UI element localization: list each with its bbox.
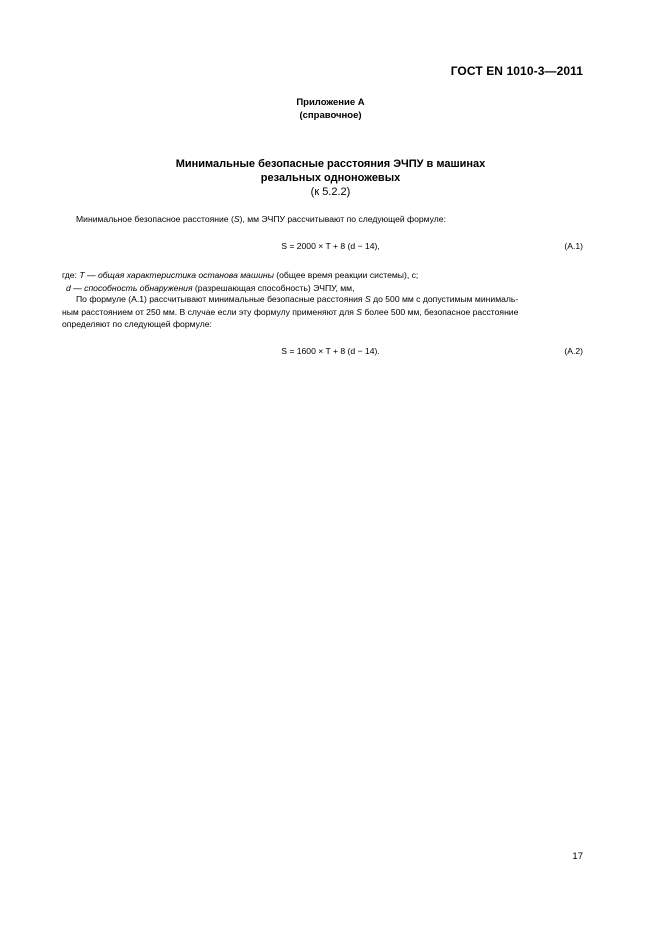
paragraph-line3: определяют по следующей формуле:	[62, 319, 212, 329]
formula-a1	[0, 241, 661, 251]
annex-heading	[0, 96, 661, 122]
intro-var: S	[233, 214, 240, 224]
paragraph-part3: ным расстоянием от 250 мм. В случае если эту формулу применяют для	[62, 306, 357, 317]
where-t-row	[62, 269, 418, 282]
document-code: ГОСТ EN 1010-3—2011	[450, 64, 583, 78]
section-title-line2: резальных одноножевых	[260, 172, 401, 184]
section-title	[0, 157, 661, 199]
page-number: 17	[572, 851, 583, 862]
where-d-definition: — способность обнаружения	[70, 282, 193, 293]
paragraph-part1: По формуле (А.1) рассчитывают минимальные безопасные расстояния	[76, 294, 365, 304]
formula-a1-text: S = 2000 × T + 8 (d − 14),	[281, 241, 380, 251]
paragraph-line1	[62, 293, 583, 306]
formula-a2-text: S = 1600 × T + 8 (d − 14).	[281, 346, 380, 356]
where-t-var: T	[79, 270, 85, 280]
paragraph-line2	[62, 306, 583, 319]
section-title-line1: Минимальные безопасные расстояния ЭЧПУ в машинах	[175, 158, 486, 170]
formula-a2	[0, 346, 661, 356]
intro-after: ), мм ЭЧПУ рассчитывают по следующей формуле:	[239, 214, 446, 224]
formula-a1-number: (А.1)	[564, 241, 583, 251]
where-clause	[62, 269, 418, 294]
where-t-definition: — общая характеристика останова машины	[84, 270, 274, 280]
annex-title: Приложение А	[296, 97, 365, 108]
paragraph-var2: S	[356, 306, 362, 317]
where-d-rest: (разрешающая способность) ЭЧПУ, мм,	[192, 282, 355, 293]
where-prefix: где:	[62, 270, 80, 280]
annex-type: (справочное)	[299, 110, 362, 121]
where-t-rest: (общее время реакции системы), с;	[273, 270, 419, 280]
paragraph-var1: S	[364, 294, 371, 304]
paragraph-part2: до 500 мм с допустимым минималь-	[370, 294, 519, 304]
formula-a2-number: (А.2)	[564, 346, 583, 356]
body-paragraph	[62, 293, 583, 331]
section-reference: (к 5.2.2)	[310, 186, 351, 198]
where-d-var: d	[66, 282, 71, 293]
paragraph-part4: более 500 мм, безопасное расстояние	[362, 306, 519, 317]
intro-before: Минимальное безопасное расстояние (	[76, 214, 234, 224]
intro-paragraph	[76, 213, 446, 226]
